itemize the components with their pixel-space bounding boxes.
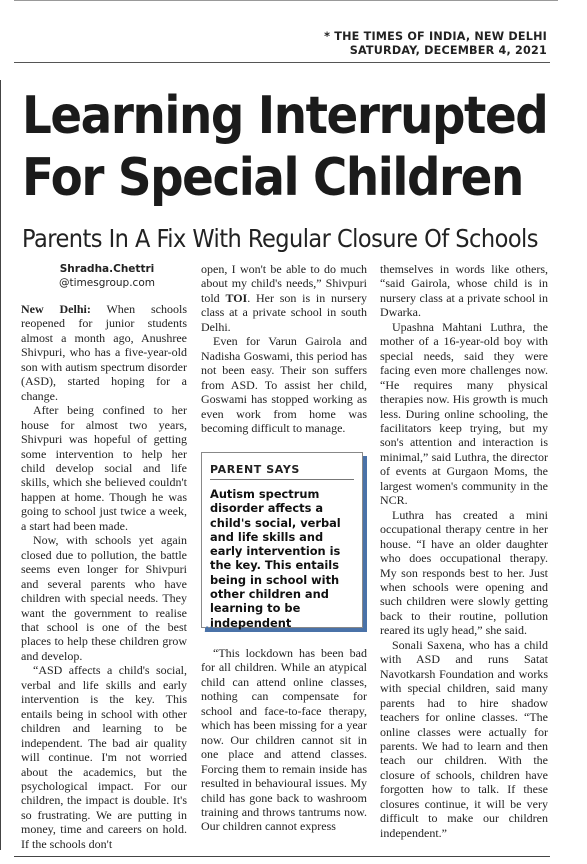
masthead-publication: * THE TIMES OF INDIA, NEW DELHI	[324, 30, 547, 43]
paragraph: open, I won't be able to do much about my child's needs,” Shivpuri told TOI. Her son is in nursery class at a private school in south Delhi.	[201, 262, 368, 334]
paragraph: Upashna Mahtani Luthra, the mother of a 16-year-old boy with special needs, said they were facing even more challenges now. “He requires many physical therapies now. His growth is much less. During online schooling, the facilitators keep trying, but my son's attention and interaction is minimal,” said Luthra, the director of events at Gurgaon Moms, the largest women's community in the NCR.	[380, 319, 548, 508]
paragraph: After being confined to her house for almost two years, Shivpuri was hopeful of getting some intervention to help her child develop social and life skills, which she believed couldn't happen at home. Though he was going to school just twice a week, a start had been made.	[21, 403, 187, 533]
publication-abbrev: TOI	[225, 290, 248, 305]
deck-subheadline: Parents In A Fix With Regular Closure Of Schools	[22, 224, 538, 253]
paragraph: “ASD affects a child's social, verbal and life skills and early intervention is the key. This entails being in school with other children and learning to be independent. The bad air quality will continue. I'm not worried about the academics, but the psychological impact. For our children, the impact is double. It's so frustrating. We are putting in money, time and careers on hold. If the schools don't	[21, 663, 187, 851]
paragraph: New Delhi: When schools reopened for junior students almost a month ago, Anushree Shivpuri, who has a five-year-old son with autism spectrum disorder (ASD), started hoping for a change.	[21, 302, 187, 403]
headline	[22, 85, 548, 209]
paragraph: Even for Varun Gairola and Nadisha Goswami, this period has not been easy. Their son suffers from ASD. To assist her child, Goswami has stopped working as even work from home was becoming difficult to manage.	[201, 334, 367, 435]
pull-quote-label: PARENT SAYS	[210, 463, 300, 476]
paragraph: Now, with schools yet again closed due to pollution, the battle seems even longer for Shivpuri and several parents who have children with special needs. They want the government to realise that school is one of the best places to help these children grow and develop.	[21, 533, 187, 663]
paragraph: themselves in words like others, “said Gairola, whose child is in nursery class at a private school in Dwarka.	[380, 262, 548, 320]
headline-line-1: Learning Interrupted	[22, 86, 548, 146]
byline-name: Shradha.Chettri	[59, 263, 155, 275]
quote-mark-icon: ”	[203, 624, 215, 649]
pull-quote-box	[201, 452, 363, 628]
left-column-rule	[0, 80, 4, 850]
article-column-2	[201, 262, 367, 435]
article-column-3	[380, 262, 548, 840]
article-column-2-continued	[201, 646, 367, 834]
byline-email: @timesgroup.com	[59, 277, 155, 289]
dateline: New Delhi:	[21, 302, 91, 316]
masthead	[324, 30, 547, 57]
pull-quote-text: Autism spectrum disorder affects a child's social, verbal and life skills and early intervention is the key. This entails being in school with other children and learning to be independent	[210, 487, 341, 630]
masthead-date: SATURDAY, DECEMBER 4, 2021	[349, 43, 547, 57]
article-column-1	[21, 302, 187, 851]
top-rule	[14, 0, 558, 1]
bottom-rule	[14, 856, 550, 857]
paragraph: “This lockdown has been bad for all children. While an atypical child can attend online classes, nothing can compensate for school and face-to-face therapy, which has been missing for a year now. Our children cannot sit in one place and attend classes. Forcing them to remain inside has resulted in behavioural issues. My child has gone back to washroom training and throws tantrums now. Our children cannot express	[201, 646, 367, 834]
headline-line-2: For Special Children	[22, 148, 523, 208]
paragraph: Luthra has created a mini occupational therapy centre in her house. “I have an older daughter who does occupational therapy. My son responds best to her. Just when schools were opening and such children were slowly getting back to their routine, pollution reared its ugly head,” she said.	[380, 507, 548, 638]
masthead-rule	[14, 62, 550, 63]
byline	[22, 262, 192, 290]
pull-quote-rule	[210, 479, 354, 480]
paragraph: Sonali Saxena, who has a child with ASD and runs Satat Navotkarsh Foundation and works with special children, said many parents had to hire shadow teachers for online classes. “The online classes were actually for parents. We had to learn and then teach our children. With the closure of schools, children have forgotten how to talk. If these closures continue, it will be very difficult to make our children independent.”	[380, 637, 548, 840]
